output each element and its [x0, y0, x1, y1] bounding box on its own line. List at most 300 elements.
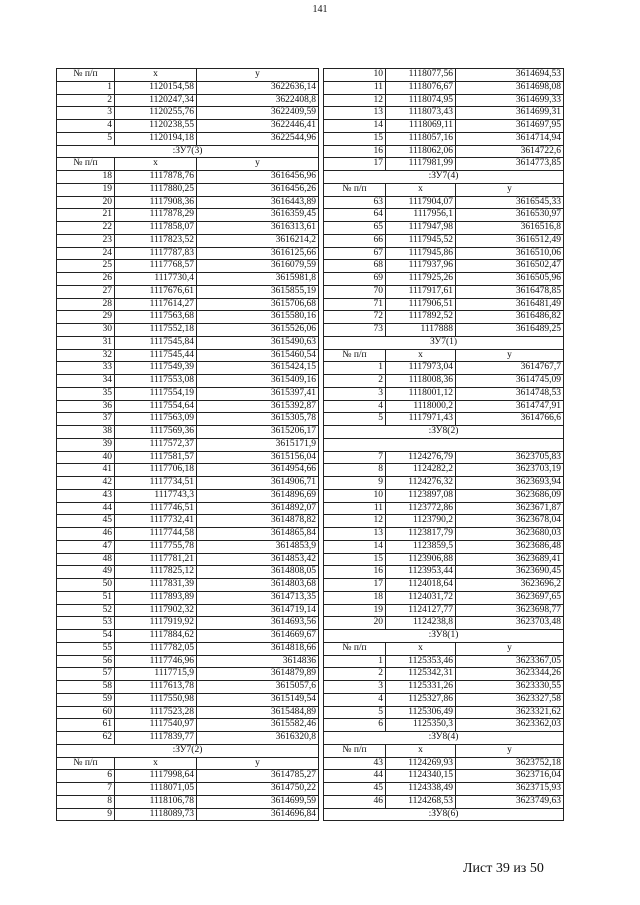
- header-point-number: № п/п: [324, 349, 386, 362]
- point-number: 68: [324, 260, 386, 273]
- point-number: 43: [57, 489, 115, 502]
- coord-y: 3614785,27: [197, 770, 319, 783]
- coord-y: 3616545,33: [456, 196, 564, 209]
- point-number: 59: [57, 693, 115, 706]
- coord-x: 1123772,86: [386, 502, 456, 515]
- coord-y: 3616079,59: [197, 260, 319, 273]
- point-number: 22: [57, 222, 115, 235]
- header-point-number: № п/п: [324, 183, 386, 196]
- coord-y: 3616359,45: [197, 209, 319, 222]
- point-number: 15: [324, 553, 386, 566]
- section-title-row: [57, 145, 319, 158]
- coord-y: 3623715,93: [456, 783, 564, 796]
- point-number: 20: [57, 196, 115, 209]
- table-row: [57, 438, 319, 451]
- coord-x: 1117917,61: [386, 285, 456, 298]
- coord-y: 3616489,25: [456, 324, 564, 337]
- header-point-number: № п/п: [57, 158, 115, 171]
- coord-y: 3614748,53: [456, 387, 564, 400]
- table-row: [324, 375, 564, 388]
- point-number: 8: [324, 464, 386, 477]
- header-row: [57, 158, 319, 171]
- point-number: 1: [324, 655, 386, 668]
- table-row: [324, 566, 564, 579]
- coord-y: 3615149,54: [197, 693, 319, 706]
- point-number: 2: [324, 375, 386, 388]
- point-number: 35: [57, 387, 115, 400]
- coord-x: 1118071,05: [115, 783, 197, 796]
- point-number: 55: [57, 642, 115, 655]
- coord-x: 1117904,07: [386, 196, 456, 209]
- table-row: [324, 400, 564, 413]
- coord-x: 1124340,15: [386, 770, 456, 783]
- coord-x: 1118076,67: [386, 81, 456, 94]
- point-number: 58: [57, 681, 115, 694]
- point-number: 21: [57, 209, 115, 222]
- coord-x: 1117550,98: [115, 693, 197, 706]
- coord-y: 3616320,8: [197, 732, 319, 745]
- table-row: [324, 591, 564, 604]
- table-row: [57, 604, 319, 617]
- table-row: [324, 477, 564, 490]
- coord-y: 3623327,58: [456, 693, 564, 706]
- point-number: 36: [57, 400, 115, 413]
- table-row: [57, 400, 319, 413]
- coord-y: 3616443,89: [197, 196, 319, 209]
- header-coord-x: x: [115, 158, 197, 171]
- point-number: 4: [324, 400, 386, 413]
- coord-y: 3614803,68: [197, 579, 319, 592]
- sheet-footer: Лист 39 из 50: [463, 861, 544, 876]
- coord-x: 1117553,08: [115, 375, 197, 388]
- section-title: :ЗУ7(2): [57, 744, 319, 757]
- coord-x: 1117971,43: [386, 413, 456, 426]
- table-row: [57, 196, 319, 209]
- point-number: 63: [324, 196, 386, 209]
- coord-x: 1117545,84: [115, 336, 197, 349]
- header-coord-x: x: [386, 183, 456, 196]
- point-number: 4: [57, 120, 115, 133]
- table-row: [57, 260, 319, 273]
- point-number: 62: [57, 732, 115, 745]
- point-number: 32: [57, 349, 115, 362]
- coord-y: 3622408,8: [197, 94, 319, 107]
- coord-y: 3614879,89: [197, 668, 319, 681]
- coord-y: 3615057,6: [197, 681, 319, 694]
- point-number: 5: [324, 706, 386, 719]
- coord-y: 3616456,26: [197, 183, 319, 196]
- coord-y: 3614699,33: [456, 94, 564, 107]
- point-number: 10: [324, 489, 386, 502]
- coordinates-table-right: [323, 68, 564, 821]
- coord-x: 1117523,28: [115, 706, 197, 719]
- table-row: [57, 515, 319, 528]
- coord-y: 3614836: [197, 655, 319, 668]
- header-coord-x: x: [115, 69, 197, 82]
- coord-x: 1117937,96: [386, 260, 456, 273]
- point-number: 53: [57, 617, 115, 630]
- coord-y: 3623686,09: [456, 489, 564, 502]
- coord-x: 1120154,58: [115, 81, 197, 94]
- header-row: [324, 183, 564, 196]
- coord-y: 3616125,66: [197, 247, 319, 260]
- coord-x: 1125350,3: [386, 719, 456, 732]
- coord-x: 1117715,9: [115, 668, 197, 681]
- point-number: 18: [324, 591, 386, 604]
- coord-x: 1124268,53: [386, 795, 456, 808]
- point-number: 13: [324, 107, 386, 120]
- table-row: [57, 693, 319, 706]
- table-row: [57, 783, 319, 796]
- coord-x: 1118062,06: [386, 145, 456, 158]
- header-coord-y: y: [456, 642, 564, 655]
- table-row: [57, 668, 319, 681]
- point-number: 25: [57, 260, 115, 273]
- coord-y: 3622544,96: [197, 132, 319, 145]
- table-row: [324, 515, 564, 528]
- table-row: [324, 324, 564, 337]
- coord-x: 1124276,79: [386, 451, 456, 464]
- point-number: 18: [57, 171, 115, 184]
- coord-y: 3616486,82: [456, 311, 564, 324]
- coord-x: 1118074,95: [386, 94, 456, 107]
- point-number: 72: [324, 311, 386, 324]
- coord-y: 3623367,05: [456, 655, 564, 668]
- coord-y: 3614696,84: [197, 808, 319, 821]
- section-title-row: [324, 171, 564, 184]
- coord-x: 1117706,18: [115, 464, 197, 477]
- point-number: 3: [324, 387, 386, 400]
- table-row: [57, 209, 319, 222]
- point-number: 67: [324, 247, 386, 260]
- coord-y: 3614697,95: [456, 120, 564, 133]
- point-number: 66: [324, 234, 386, 247]
- table-row: [324, 362, 564, 375]
- point-number: 61: [57, 719, 115, 732]
- section-title-row: [324, 438, 564, 451]
- coord-y: 3616481,49: [456, 298, 564, 311]
- table-row: [324, 234, 564, 247]
- point-number: 43: [324, 757, 386, 770]
- coord-y: 3623678,04: [456, 515, 564, 528]
- coord-x: 1124276,32: [386, 477, 456, 490]
- coord-x: 1117676,61: [115, 285, 197, 298]
- coord-x: 1117581,57: [115, 451, 197, 464]
- section-title-row: [324, 630, 564, 643]
- coord-x: 1118001,12: [386, 387, 456, 400]
- table-row: [57, 426, 319, 439]
- table-row: [324, 94, 564, 107]
- table-row: [57, 540, 319, 553]
- table-row: [57, 362, 319, 375]
- coord-x: 1123859,5: [386, 540, 456, 553]
- table-row: [57, 132, 319, 145]
- section-title-row: [57, 744, 319, 757]
- section-title: :ЗУ8(6): [324, 808, 564, 821]
- table-row: [57, 528, 319, 541]
- header-row: [324, 642, 564, 655]
- table-row: [324, 553, 564, 566]
- table-row: [57, 387, 319, 400]
- coord-y: 3623344,26: [456, 668, 564, 681]
- table-row: [324, 706, 564, 719]
- table-row: [57, 502, 319, 515]
- coord-x: 1118069,11: [386, 120, 456, 133]
- table-row: [57, 579, 319, 592]
- point-number: 38: [57, 426, 115, 439]
- coord-x: 1117947,98: [386, 222, 456, 235]
- coord-y: 3614699,31: [456, 107, 564, 120]
- table-row: [324, 604, 564, 617]
- coord-x: 1117831,39: [115, 579, 197, 592]
- point-number: 16: [324, 566, 386, 579]
- coord-y: 3614954,66: [197, 464, 319, 477]
- header-coord-x: x: [386, 744, 456, 757]
- coord-x: 1124031,72: [386, 591, 456, 604]
- point-number: 33: [57, 362, 115, 375]
- table-row: [57, 477, 319, 490]
- point-number: 14: [324, 540, 386, 553]
- table-row: [324, 209, 564, 222]
- coord-y: 3614773,85: [456, 158, 564, 171]
- coord-y: 3615855,19: [197, 285, 319, 298]
- coord-x: 1117884,62: [115, 630, 197, 643]
- coord-x: 1117902,32: [115, 604, 197, 617]
- table-row: [57, 285, 319, 298]
- header-coord-x: x: [386, 642, 456, 655]
- coord-y: 3614698,08: [456, 81, 564, 94]
- point-number: 56: [57, 655, 115, 668]
- point-number: 5: [57, 132, 115, 145]
- coord-x: 1117746,96: [115, 655, 197, 668]
- coord-y: 3614714,94: [456, 132, 564, 145]
- table-row: [57, 81, 319, 94]
- coord-y: 3623321,62: [456, 706, 564, 719]
- table-row: [57, 413, 319, 426]
- table-row: [57, 349, 319, 362]
- coord-x: 1123906,88: [386, 553, 456, 566]
- table-row: [57, 247, 319, 260]
- coord-x: 1117908,36: [115, 196, 197, 209]
- coord-x: 1117892,52: [386, 311, 456, 324]
- coord-x: 1117956,1: [386, 209, 456, 222]
- header-coord-y: y: [197, 69, 319, 82]
- coord-x: 1120238,55: [115, 120, 197, 133]
- coord-y: 3614865,84: [197, 528, 319, 541]
- coord-x: 1123817,79: [386, 528, 456, 541]
- coord-y: 3614750,22: [197, 783, 319, 796]
- section-title-row: [324, 808, 564, 821]
- coord-y: 3623698,77: [456, 604, 564, 617]
- table-row: [324, 260, 564, 273]
- coord-y: 3615171,9: [197, 438, 319, 451]
- coord-x: 1117755,78: [115, 540, 197, 553]
- header-coord-y: y: [456, 183, 564, 196]
- coord-y: 3615305,78: [197, 413, 319, 426]
- coord-x: 1117945,86: [386, 247, 456, 260]
- coord-y: 3616505,96: [456, 273, 564, 286]
- section-title: :ЗУ8(4): [324, 732, 564, 745]
- coord-y: 3616456,96: [197, 171, 319, 184]
- point-number: 45: [324, 783, 386, 796]
- point-number: 7: [57, 783, 115, 796]
- coord-x: 1117743,3: [115, 489, 197, 502]
- point-number: 12: [324, 515, 386, 528]
- coord-y: 3615582,46: [197, 719, 319, 732]
- coord-x: 1117554,64: [115, 400, 197, 413]
- point-number: 29: [57, 311, 115, 324]
- coord-y: 3616512,49: [456, 234, 564, 247]
- table-row: [324, 451, 564, 464]
- table-row: [324, 502, 564, 515]
- point-number: 60: [57, 706, 115, 719]
- point-number: 37: [57, 413, 115, 426]
- coord-y: 3615392,87: [197, 400, 319, 413]
- coord-y: 3615156,04: [197, 451, 319, 464]
- coord-x: 1117554,19: [115, 387, 197, 400]
- table-row: [57, 464, 319, 477]
- point-number: 28: [57, 298, 115, 311]
- table-row: [324, 196, 564, 209]
- coord-y: 3622446,41: [197, 120, 319, 133]
- point-number: 44: [57, 502, 115, 515]
- coord-x: 1117925,26: [386, 273, 456, 286]
- table-row: [324, 298, 564, 311]
- coord-x: 1117919,92: [115, 617, 197, 630]
- table-row: [324, 579, 564, 592]
- coord-x: 1117839,77: [115, 732, 197, 745]
- coord-y: 3614699,59: [197, 795, 319, 808]
- point-number: 8: [57, 795, 115, 808]
- coord-x: 1117981,99: [386, 158, 456, 171]
- coord-x: 1118077,56: [386, 69, 456, 82]
- coord-y: 3622636,14: [197, 81, 319, 94]
- point-number: 1: [57, 81, 115, 94]
- table-row: [57, 94, 319, 107]
- table-row: [57, 451, 319, 464]
- header-coord-x: x: [386, 349, 456, 362]
- header-row: [324, 349, 564, 362]
- coord-y: 3614906,71: [197, 477, 319, 490]
- coord-y: 3614693,56: [197, 617, 319, 630]
- point-number: 73: [324, 324, 386, 337]
- coord-x: 1123790,2: [386, 515, 456, 528]
- point-number: 20: [324, 617, 386, 630]
- coord-x: 1117787,83: [115, 247, 197, 260]
- coord-x: 1117768,57: [115, 260, 197, 273]
- point-number: 44: [324, 770, 386, 783]
- table-row: [57, 375, 319, 388]
- coord-x: 1120255,76: [115, 107, 197, 120]
- point-number: 15: [324, 132, 386, 145]
- coord-x: 1118000,2: [386, 400, 456, 413]
- coord-x: 1117746,51: [115, 502, 197, 515]
- coord-y: 3614722,6: [456, 145, 564, 158]
- point-number: 39: [57, 438, 115, 451]
- coord-x: 1117540,97: [115, 719, 197, 732]
- coord-x: 1118057,16: [386, 132, 456, 145]
- header-point-number: № п/п: [57, 69, 115, 82]
- table-row: [324, 120, 564, 133]
- coord-y: 3614853,42: [197, 553, 319, 566]
- coord-x: 1124127,77: [386, 604, 456, 617]
- point-number: 31: [57, 336, 115, 349]
- coord-x: 1117888: [386, 324, 456, 337]
- coord-x: 1118008,36: [386, 375, 456, 388]
- point-number: 17: [324, 579, 386, 592]
- coord-y: 3623330,55: [456, 681, 564, 694]
- point-number: 24: [57, 247, 115, 260]
- coord-y: 3623671,87: [456, 502, 564, 515]
- point-number: 1: [324, 362, 386, 375]
- point-number: 46: [324, 795, 386, 808]
- table-row: [324, 783, 564, 796]
- coord-y: 3614818,66: [197, 642, 319, 655]
- coord-y: 3623716,04: [456, 770, 564, 783]
- table-row: [324, 489, 564, 502]
- point-number: 13: [324, 528, 386, 541]
- table-row: [324, 132, 564, 145]
- coord-y: 3615490,63: [197, 336, 319, 349]
- coord-x: 1117744,58: [115, 528, 197, 541]
- point-number: 48: [57, 553, 115, 566]
- point-number: 65: [324, 222, 386, 235]
- table-row: [324, 69, 564, 82]
- coord-y: 3614669,67: [197, 630, 319, 643]
- coord-y: 3614767,7: [456, 362, 564, 375]
- coord-y: 3614766,6: [456, 413, 564, 426]
- coord-x: 1117878,76: [115, 171, 197, 184]
- header-coord-y: y: [456, 349, 564, 362]
- coord-x: 1118089,73: [115, 808, 197, 821]
- table-row: [57, 591, 319, 604]
- coord-y: 3615706,68: [197, 298, 319, 311]
- section-title: :ЗУ7(4): [324, 171, 564, 184]
- coord-x: 1117614,27: [115, 298, 197, 311]
- section-title: :ЗУ8(2): [324, 426, 564, 439]
- coord-x: 1117563,68: [115, 311, 197, 324]
- header-row: [324, 744, 564, 757]
- table-row: [324, 273, 564, 286]
- table-row: [57, 273, 319, 286]
- coord-y: 3623690,45: [456, 566, 564, 579]
- table-row: [57, 732, 319, 745]
- point-number: 70: [324, 285, 386, 298]
- point-number: 16: [324, 145, 386, 158]
- table-row: [324, 413, 564, 426]
- section-title-row: [324, 336, 564, 349]
- header-coord-y: y: [456, 744, 564, 757]
- coord-y: 3614853,9: [197, 540, 319, 553]
- point-number: 2: [324, 668, 386, 681]
- point-number: 12: [324, 94, 386, 107]
- table-row: [324, 668, 564, 681]
- table-row: [57, 630, 319, 643]
- point-number: 57: [57, 668, 115, 681]
- coord-y: 3623705,83: [456, 451, 564, 464]
- coord-x: 1117878,29: [115, 209, 197, 222]
- coord-y: 3623696,2: [456, 579, 564, 592]
- table-row: [57, 489, 319, 502]
- header-row: [57, 69, 319, 82]
- coord-x: 1117973,04: [386, 362, 456, 375]
- point-number: 71: [324, 298, 386, 311]
- coord-x: 1120194,18: [115, 132, 197, 145]
- table-row: [57, 795, 319, 808]
- table-row: [324, 81, 564, 94]
- header-coord-y: y: [197, 158, 319, 171]
- point-number: 27: [57, 285, 115, 298]
